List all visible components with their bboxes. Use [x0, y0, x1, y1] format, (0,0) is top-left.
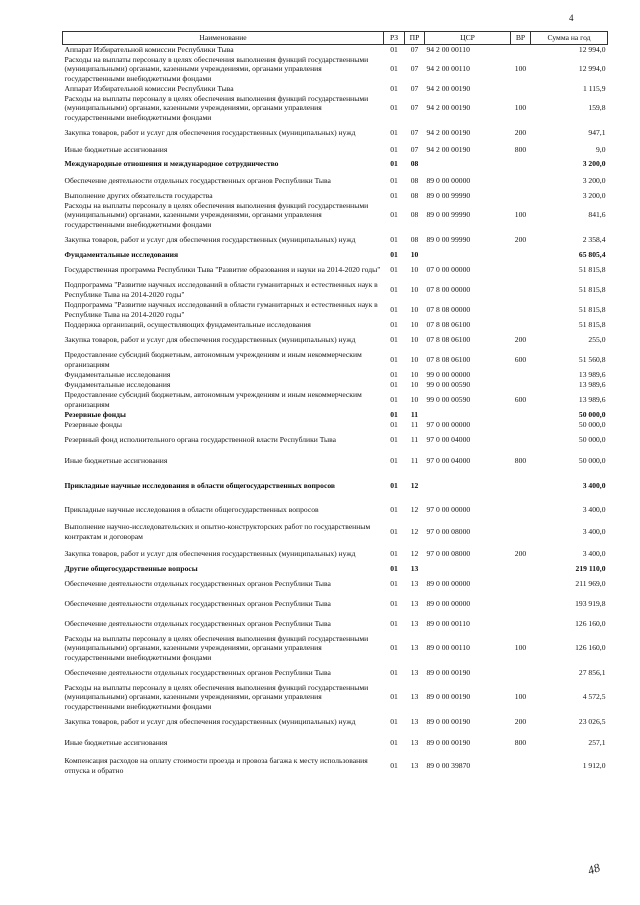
- row-pr: 13: [410, 563, 419, 573]
- row-pr: 12: [410, 526, 419, 536]
- row-name: Резервный фонд исполнительного органа государственной власти Республики Тыва: [64, 434, 336, 444]
- row-pr: 11: [410, 434, 419, 444]
- row-sum: 50 000,0: [578, 419, 606, 429]
- row-rz: 01: [390, 264, 398, 274]
- row-rz: 01: [390, 716, 398, 726]
- row-pr: 08: [410, 190, 419, 200]
- row-rz: 01: [390, 45, 398, 55]
- table-row: [63, 330, 608, 350]
- table-row: [63, 732, 608, 754]
- row-csr: 97 0 00 08000: [426, 548, 471, 558]
- row-rz: 01: [390, 284, 398, 294]
- table-row: [63, 280, 608, 300]
- table-row: [63, 634, 608, 663]
- row-vr: 100: [514, 210, 527, 220]
- table-row: [63, 390, 608, 410]
- table-row: [63, 520, 608, 544]
- row-name: Закупка товаров, работ и услуг для обеспечения государственных (муниципальных) нужд: [64, 716, 356, 726]
- table-row: [63, 410, 608, 420]
- table-row: [63, 143, 608, 157]
- row-name: Аппарат Избирательной комиссии Республики Тыва: [64, 45, 234, 55]
- table-row: [63, 594, 608, 614]
- row-sum: 65 805,4: [578, 249, 606, 259]
- row-sum: 159,8: [588, 103, 606, 113]
- row-name: Расходы на выплаты персоналу в целях обеспечения выполнения функций государственными (муниципальными) органами, казенными учреждениями, органами управления государственными внебюджетными фондами: [64, 55, 369, 83]
- row-sum: 947,1: [588, 127, 606, 137]
- row-vr: 600: [514, 354, 527, 364]
- row-sum: 1 115,9: [583, 83, 606, 93]
- row-name: Предоставление субсидий бюджетным, автономным учреждениям и иным некоммерческим организациям: [64, 390, 362, 409]
- row-pr: 08: [410, 210, 419, 220]
- row-csr: 94 2 00 00110: [426, 45, 470, 55]
- row-csr: [425, 564, 511, 574]
- row-name: Обеспечение деятельности отдельных государственных органов Республики Тыва: [64, 578, 331, 588]
- row-vr: [511, 574, 531, 594]
- row-csr: [425, 157, 511, 171]
- row-sum: 23 026,5: [578, 716, 606, 726]
- row-name: Обеспечение деятельности отдельных государственных органов Республики Тыва: [64, 175, 331, 185]
- row-rz: 01: [390, 643, 398, 653]
- row-rz: 01: [390, 419, 398, 429]
- row-vr: [511, 430, 531, 450]
- row-pr: 10: [410, 379, 419, 389]
- table-row: [63, 614, 608, 634]
- row-pr: 12: [410, 548, 419, 558]
- row-pr: 08: [410, 175, 419, 185]
- row-pr: 10: [410, 264, 419, 274]
- row-vr: 200: [514, 127, 527, 137]
- row-vr: [511, 564, 531, 574]
- row-vr: [511, 260, 531, 280]
- budget-table: [62, 31, 608, 778]
- row-csr: 07 8 08 06100: [426, 319, 471, 329]
- row-sum: 3 400,0: [582, 526, 606, 536]
- row-sum: 3 400,0: [582, 504, 606, 514]
- table-row: [63, 320, 608, 330]
- row-sum: 3 400,0: [582, 548, 606, 558]
- row-csr: 94 2 00 00110: [426, 64, 470, 74]
- row-rz: 01: [390, 760, 398, 770]
- row-pr: 08: [410, 158, 419, 168]
- row-name: Обеспечение деятельности отдельных государственных органов Республики Тыва: [64, 667, 331, 677]
- row-rz: 01: [390, 618, 398, 628]
- row-pr: 07: [410, 45, 419, 55]
- row-vr: [511, 370, 531, 380]
- row-pr: 10: [410, 369, 419, 379]
- row-csr: 94 2 00 00190: [426, 144, 471, 154]
- row-csr: 97 0 00 00000: [426, 419, 471, 429]
- row-name: Подпрограмма "Развитие научных исследований в области гуманитарных и естественных наук в Республике Тыва на 2014-2020 годы": [64, 300, 378, 319]
- row-vr: 200: [514, 334, 527, 344]
- row-sum: 126 160,0: [575, 643, 606, 653]
- row-csr: 99 0 00 00590: [426, 394, 471, 404]
- row-pr: 12: [410, 504, 419, 514]
- row-name: Резервные фонды: [64, 409, 126, 419]
- header-rz: РЗ: [384, 32, 405, 45]
- row-csr: 97 0 00 04000: [426, 455, 471, 465]
- row-pr: 13: [410, 760, 419, 770]
- row-rz: 01: [390, 304, 398, 314]
- row-pr: 13: [410, 618, 419, 628]
- row-name: Иные бюджетные ассигнования: [64, 144, 168, 154]
- row-rz: 01: [390, 369, 398, 379]
- table-row: [63, 430, 608, 450]
- header-csr: ЦСР: [425, 32, 511, 45]
- row-pr: 13: [410, 667, 419, 677]
- table-header-row: [63, 32, 608, 45]
- row-vr: [511, 663, 531, 683]
- row-rz: 01: [390, 667, 398, 677]
- row-vr: [511, 520, 531, 544]
- row-sum: 4 572,5: [582, 692, 606, 702]
- row-vr: 200: [514, 548, 527, 558]
- row-vr: [511, 594, 531, 614]
- row-csr: 89 0 00 99990: [426, 234, 471, 244]
- header-pr: ПР: [405, 32, 425, 45]
- row-csr: 07 8 08 00000: [426, 304, 471, 314]
- table-row: [63, 754, 608, 778]
- row-vr: [511, 171, 531, 191]
- row-pr: 12: [410, 480, 419, 490]
- row-name: Обеспечение деятельности отдельных государственных органов Республики Тыва: [64, 598, 331, 608]
- table-row: [63, 420, 608, 430]
- row-sum: 841,6: [588, 210, 606, 220]
- row-csr: 97 0 00 08000: [426, 526, 471, 536]
- row-name: Компенсация расходов на оплату стоимости проезда и провоза багажа к месту использования отпуска и обратно: [64, 756, 368, 775]
- row-vr: [511, 754, 531, 778]
- row-rz: 01: [390, 598, 398, 608]
- table-row: [63, 94, 608, 123]
- row-vr: [511, 500, 531, 520]
- row-vr: [511, 300, 531, 320]
- row-sum: 50 000,0: [578, 455, 606, 465]
- row-csr: 89 0 00 99990: [426, 190, 471, 200]
- row-csr: 97 0 00 04000: [426, 434, 471, 444]
- row-name: Фундаментальные исследования: [64, 379, 171, 389]
- row-sum: 2 358,4: [582, 234, 606, 244]
- row-rz: 01: [390, 190, 398, 200]
- row-vr: 100: [514, 103, 527, 113]
- table-row: [63, 663, 608, 683]
- row-pr: 10: [410, 334, 419, 344]
- row-sum: 1 912,0: [582, 760, 606, 770]
- row-sum: 12 994,0: [578, 45, 606, 55]
- row-vr: [511, 320, 531, 330]
- row-sum: 257,1: [588, 737, 606, 747]
- table-row: [63, 201, 608, 230]
- row-rz: 01: [390, 504, 398, 514]
- row-vr: 800: [514, 737, 527, 747]
- row-rz: 01: [390, 158, 398, 168]
- row-rz: 01: [390, 249, 398, 259]
- row-csr: 89 0 00 00190: [426, 667, 471, 677]
- row-name: Фундаментальные исследования: [64, 249, 179, 259]
- row-vr: [511, 280, 531, 300]
- table-row: [63, 250, 608, 260]
- table-row: [63, 260, 608, 280]
- row-pr: 11: [410, 409, 419, 419]
- row-name: Другие общегосударственные вопросы: [64, 563, 198, 573]
- row-rz: 01: [390, 83, 398, 93]
- row-pr: 07: [410, 64, 419, 74]
- row-name: Выполнение научно-исследовательских и опытно-конструкторских работ по государственным контрактам и договорам: [64, 522, 371, 541]
- row-csr: [425, 410, 511, 420]
- row-name: Подпрограмма "Развитие научных исследований в области гуманитарных и естественных наук в Республике Тыва на 2014-2020 годы": [64, 280, 378, 299]
- row-sum: 13 989,6: [578, 369, 606, 379]
- row-name: Расходы на выплаты персоналу в целях обеспечения выполнения функций государственными (муниципальными) органами, казенными учреждениями, органами управления государственными внебюджетными фондами: [64, 94, 369, 122]
- row-rz: 01: [390, 103, 398, 113]
- row-pr: 13: [410, 598, 419, 608]
- row-vr: [511, 250, 531, 260]
- row-csr: 94 2 00 00190: [426, 83, 471, 93]
- row-name: Прикладные научные исследования в области общегосударственных вопросов: [64, 480, 336, 490]
- table-row: [63, 472, 608, 500]
- row-csr: 89 0 00 00000: [426, 175, 471, 185]
- row-sum: 211 969,0: [575, 578, 606, 588]
- row-csr: 89 0 00 00000: [426, 578, 471, 588]
- table-row: [63, 500, 608, 520]
- row-rz: 01: [390, 526, 398, 536]
- row-csr: 94 2 00 00190: [426, 103, 471, 113]
- row-sum: 3 200,0: [582, 158, 606, 168]
- row-name: Закупка товаров, работ и услуг для обеспечения государственных (муниципальных) нужд: [64, 127, 356, 137]
- header-sum: Сумма на год: [531, 32, 608, 45]
- row-csr: 07 0 00 00000: [426, 264, 471, 274]
- header-vr: ВР: [511, 32, 531, 45]
- row-rz: 01: [390, 394, 398, 404]
- row-vr: [511, 472, 531, 500]
- row-sum: 13 989,6: [578, 394, 606, 404]
- row-pr: 13: [410, 578, 419, 588]
- row-pr: 07: [410, 144, 419, 154]
- row-csr: 07 8 00 00000: [426, 284, 471, 294]
- table-row: [63, 564, 608, 574]
- row-name: Прикладные научные исследования в области общегосударственных вопросов: [64, 504, 319, 514]
- row-rz: 01: [390, 563, 398, 573]
- row-csr: 94 2 00 00190: [426, 127, 471, 137]
- table-row: [63, 544, 608, 564]
- row-name: Фундаментальные исследования: [64, 369, 171, 379]
- row-name: Поддержка организаций, осуществляющих фундаментальные исследования: [64, 319, 311, 329]
- row-vr: [511, 84, 531, 94]
- row-rz: 01: [390, 210, 398, 220]
- row-rz: 01: [390, 144, 398, 154]
- row-vr: 800: [514, 144, 527, 154]
- row-csr: 89 0 00 99990: [426, 210, 471, 220]
- row-rz: 01: [390, 578, 398, 588]
- row-pr: 11: [410, 419, 419, 429]
- row-name: Расходы на выплаты персоналу в целях обеспечения выполнения функций государственными (муниципальными) органами, казенными учреждениями, органами управления государственными внебюджетными фондами: [64, 201, 369, 229]
- row-name: Аппарат Избирательной комиссии Республики Тыва: [64, 83, 234, 93]
- table-row: [63, 123, 608, 143]
- row-pr: 10: [410, 284, 419, 294]
- row-name: Государственная программа Республики Тыва "Развитие образования и науки на 2014-2020 годы": [64, 264, 381, 274]
- row-rz: 01: [390, 455, 398, 465]
- row-rz: 01: [390, 354, 398, 364]
- table-row: [63, 230, 608, 250]
- row-rz: 01: [390, 319, 398, 329]
- table-row: [63, 350, 608, 370]
- row-csr: 89 0 00 00190: [426, 692, 471, 702]
- row-csr: 89 0 00 00110: [426, 643, 470, 653]
- row-pr: 11: [410, 455, 419, 465]
- row-name: Выполнение других обязательств государства: [64, 190, 213, 200]
- row-rz: 01: [390, 379, 398, 389]
- row-name: Международные отношения и международное сотрудничество: [64, 158, 279, 168]
- table-row: [63, 574, 608, 594]
- row-csr: 97 0 00 00000: [426, 504, 471, 514]
- row-name: Обеспечение деятельности отдельных государственных органов Республики Тыва: [64, 618, 331, 628]
- row-csr: 99 0 00 00590: [426, 379, 471, 389]
- row-pr: 13: [410, 737, 419, 747]
- row-sum: 51 815,8: [578, 304, 606, 314]
- row-csr: 07 8 08 06100: [426, 334, 471, 344]
- row-vr: 600: [514, 394, 527, 404]
- row-sum: 51 815,8: [578, 264, 606, 274]
- table-row: [63, 380, 608, 390]
- row-sum: 12 994,0: [578, 64, 606, 74]
- row-rz: 01: [390, 175, 398, 185]
- table-row: [63, 45, 608, 55]
- row-rz: 01: [390, 737, 398, 747]
- row-vr: 200: [514, 716, 527, 726]
- row-vr: [511, 410, 531, 420]
- row-pr: 10: [410, 354, 419, 364]
- row-pr: 13: [410, 716, 419, 726]
- row-name: Расходы на выплаты персоналу в целях обеспечения выполнения функций государственными (муниципальными) органами, казенными учреждениями, органами управления государственными внебюджетными фондами: [64, 683, 369, 711]
- row-name: Иные бюджетные ассигнования: [64, 737, 168, 747]
- row-sum: 219 110,0: [575, 563, 606, 573]
- row-vr: [511, 614, 531, 634]
- row-rz: 01: [390, 334, 398, 344]
- row-sum: 193 919,8: [575, 598, 606, 608]
- row-name: Иные бюджетные ассигнования: [64, 455, 168, 465]
- row-rz: 01: [390, 234, 398, 244]
- row-csr: [425, 472, 511, 500]
- row-name: Предоставление субсидий бюджетным, автономным учреждениям и иным некоммерческим организациям: [64, 350, 362, 369]
- table-body: [63, 45, 608, 778]
- table-row: [63, 450, 608, 472]
- table-row: [63, 712, 608, 732]
- row-pr: 07: [410, 127, 419, 137]
- row-vr: 100: [514, 64, 527, 74]
- row-csr: 89 0 00 00190: [426, 716, 471, 726]
- row-name: Расходы на выплаты персоналу в целях обеспечения выполнения функций государственными (муниципальными) органами, казенными учреждениями, органами управления государственными внебюджетными фондами: [64, 634, 369, 662]
- row-name: Резервные фонды: [64, 419, 123, 429]
- header-name: Наименование: [63, 32, 384, 45]
- row-name: Закупка товаров, работ и услуг для обеспечения государственных (муниципальных) нужд: [64, 548, 356, 558]
- row-sum: 3 200,0: [582, 175, 606, 185]
- row-csr: 89 0 00 00000: [426, 598, 471, 608]
- row-sum: 51 815,8: [578, 284, 606, 294]
- table-row: [63, 84, 608, 94]
- row-pr: 10: [410, 394, 419, 404]
- row-pr: 08: [410, 234, 419, 244]
- row-sum: 50 000,0: [578, 409, 606, 419]
- row-sum: 50 000,0: [578, 434, 606, 444]
- row-pr: 07: [410, 83, 419, 93]
- row-pr: 07: [410, 103, 419, 113]
- row-rz: 01: [390, 548, 398, 558]
- row-vr: [511, 380, 531, 390]
- row-sum: 13 989,6: [578, 379, 606, 389]
- row-csr: 07 8 08 06100: [426, 354, 471, 364]
- row-rz: 01: [390, 692, 398, 702]
- row-name: Закупка товаров, работ и услуг для обеспечения государственных (муниципальных) нужд: [64, 334, 356, 344]
- row-sum: 255,0: [588, 334, 606, 344]
- row-csr: 89 0 00 00190: [426, 737, 471, 747]
- row-vr: [511, 45, 531, 55]
- page-number: 4: [569, 13, 574, 23]
- table-row: [63, 55, 608, 84]
- row-sum: 51 560,8: [578, 354, 606, 364]
- row-vr: [511, 157, 531, 171]
- table-row: [63, 191, 608, 201]
- row-vr: 100: [514, 643, 527, 653]
- table-row: [63, 370, 608, 380]
- row-rz: 01: [390, 480, 398, 490]
- row-rz: 01: [390, 434, 398, 444]
- table-row: [63, 683, 608, 712]
- row-vr: 800: [514, 455, 527, 465]
- table-row: [63, 300, 608, 320]
- row-csr: 99 0 00 00000: [426, 369, 471, 379]
- row-sum: 3 200,0: [582, 190, 606, 200]
- row-pr: 10: [410, 319, 419, 329]
- row-sum: 3 400,0: [582, 480, 606, 490]
- row-rz: 01: [390, 127, 398, 137]
- row-vr: 200: [514, 234, 527, 244]
- row-csr: 89 0 00 00110: [426, 618, 470, 628]
- table-row: [63, 157, 608, 171]
- row-vr: [511, 191, 531, 201]
- row-csr: [425, 250, 511, 260]
- row-sum: 27 856,1: [578, 667, 606, 677]
- row-sum: 9,0: [596, 144, 606, 154]
- row-csr: 89 0 00 39870: [426, 760, 471, 770]
- row-name: Закупка товаров, работ и услуг для обеспечения государственных (муниципальных) нужд: [64, 234, 356, 244]
- table-row: [63, 171, 608, 191]
- row-pr: 13: [410, 643, 419, 653]
- row-sum: 126 160,0: [575, 618, 606, 628]
- row-rz: 01: [390, 64, 398, 74]
- row-vr: 100: [514, 692, 527, 702]
- handwritten-page-mark: 48: [585, 860, 602, 878]
- row-rz: 01: [390, 409, 398, 419]
- row-pr: 10: [410, 249, 419, 259]
- row-sum: 51 815,8: [578, 319, 606, 329]
- row-vr: [511, 420, 531, 430]
- row-pr: 13: [410, 692, 419, 702]
- row-pr: 10: [410, 304, 419, 314]
